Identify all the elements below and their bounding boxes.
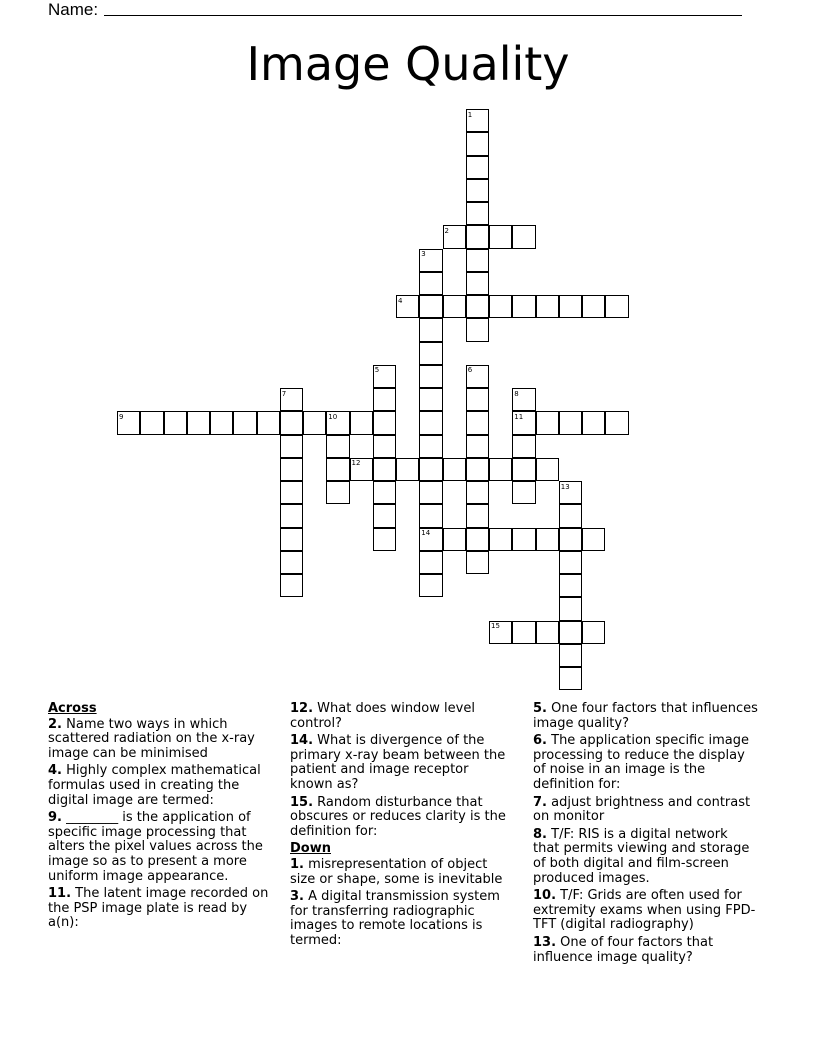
- crossword-cell[interactable]: [582, 621, 605, 644]
- crossword-cell[interactable]: [373, 388, 396, 411]
- clue-number: 15: [491, 622, 500, 630]
- crossword-cell[interactable]: [280, 574, 303, 597]
- crossword-cell[interactable]: [582, 411, 605, 434]
- clue-number: 12: [351, 459, 361, 468]
- page-title: Image Quality: [246, 37, 570, 91]
- crossword-cell[interactable]: [559, 504, 582, 527]
- clue-down-8: 8. T/F: RIS is a digital network that permits viewing and storage of both digital and film-screen produced images.: [533, 826, 750, 886]
- clue-down-3: 3. A digital transmission system for transferring radiographic images to remote locations is termed:: [290, 889, 500, 948]
- clue-down-1: 1. misrepresentation of object size or shape, some is inevitable: [290, 856, 503, 887]
- crossword-cell[interactable]: [466, 225, 489, 248]
- crossword-cell[interactable]: [489, 225, 512, 248]
- crossword-cell[interactable]: [280, 411, 303, 434]
- crossword-cell[interactable]: [419, 342, 442, 365]
- clue-across-2: 2. Name two ways in which scattered radiation on the x-ray image can be minimised: [48, 716, 255, 761]
- clue-number: 9: [119, 412, 124, 421]
- clue-number: 10: [328, 412, 338, 421]
- crossword-cell[interactable]: [419, 318, 442, 341]
- crossword-cell[interactable]: [559, 574, 582, 597]
- crossword-cell[interactable]: [419, 295, 442, 318]
- clue-number: 14: [421, 529, 431, 537]
- crossword-cell[interactable]: [373, 504, 396, 527]
- crossword-cell[interactable]: [559, 411, 582, 434]
- clue-across-11: 11. The latent image recorded on the PSP image plate is read by a(n):: [48, 886, 269, 931]
- crossword-cell[interactable]: [140, 411, 163, 434]
- crossword-cell[interactable]: [280, 504, 303, 527]
- across-heading: Across: [48, 701, 97, 716]
- crossword-cell[interactable]: [536, 295, 559, 318]
- crossword-cell[interactable]: [559, 644, 582, 667]
- crossword-cell[interactable]: [466, 458, 489, 481]
- crossword-cell[interactable]: [466, 156, 489, 179]
- clue-number: 7: [281, 389, 287, 398]
- crossword-cell[interactable]: [419, 388, 442, 411]
- crossword-cell[interactable]: [559, 667, 582, 690]
- crossword-cell[interactable]: [466, 528, 489, 551]
- clue-down-5: 5. One four factors that influences image quality?: [533, 701, 758, 731]
- clue-number: 5: [374, 366, 380, 375]
- crossword-cell[interactable]: [536, 411, 559, 434]
- crossword-cell[interactable]: [536, 528, 559, 551]
- clue-across-12: 12. What does window level control?: [290, 701, 475, 731]
- crossword-cell[interactable]: [512, 458, 535, 481]
- crossword-cell[interactable]: [466, 249, 489, 272]
- clue-down-6: 6. The application specific image processing to reduce the display of noise in an image is the definition for:: [533, 733, 750, 792]
- crossword-cell[interactable]: [466, 481, 489, 504]
- crossword-cell[interactable]: [373, 435, 396, 458]
- clue-down-13: 13. One of four factors that influence image quality?: [533, 934, 714, 965]
- crossword-cell[interactable]: [466, 435, 489, 458]
- crossword-cell[interactable]: [419, 504, 442, 527]
- crossword-cell[interactable]: [536, 621, 559, 644]
- crossword-cell[interactable]: [466, 411, 489, 434]
- clue-down-7: 7. adjust brightness and contrast on monitor: [533, 794, 751, 825]
- clue-number: 2: [444, 226, 449, 235]
- crossword-cell[interactable]: [187, 411, 210, 434]
- clue-number: 6: [467, 366, 473, 375]
- crossword-cell[interactable]: [280, 435, 303, 458]
- crossword-cell[interactable]: [419, 365, 442, 388]
- crossword-cell[interactable]: [466, 388, 489, 411]
- crossword-cell[interactable]: [419, 435, 442, 458]
- crossword-cell[interactable]: [443, 458, 466, 481]
- crossword-cell[interactable]: [466, 132, 489, 155]
- crossword-cell[interactable]: [559, 295, 582, 318]
- crossword-cell[interactable]: [605, 295, 628, 318]
- crossword-cell[interactable]: [373, 411, 396, 434]
- crossword-cell[interactable]: [280, 458, 303, 481]
- crossword-cell[interactable]: [280, 551, 303, 574]
- crossword-cell[interactable]: [373, 528, 396, 551]
- crossword-cell[interactable]: [280, 528, 303, 551]
- crossword-cell[interactable]: [466, 272, 489, 295]
- crossword-cell[interactable]: [257, 411, 280, 434]
- clue-number: 3: [421, 250, 426, 258]
- crossword-cell[interactable]: [280, 481, 303, 504]
- crossword-cell[interactable]: [419, 411, 442, 434]
- crossword-cell[interactable]: [419, 272, 442, 295]
- name-label: Name:: [48, 0, 99, 19]
- crossword-cell[interactable]: [512, 295, 535, 318]
- crossword-cell[interactable]: [489, 528, 512, 551]
- clue-across-14: 14. What is divergence of the primary x-ray beam between the patient and image receptor known as?: [290, 733, 506, 792]
- crossword-cell[interactable]: [466, 295, 489, 318]
- crossword-cell[interactable]: [373, 481, 396, 504]
- crossword-cell[interactable]: [466, 504, 489, 527]
- clue-column-3: [533, 702, 758, 968]
- crossword-cell[interactable]: [466, 551, 489, 574]
- crossword-cell[interactable]: [512, 621, 535, 644]
- clue-number: 4: [398, 296, 403, 305]
- clue-down-10: 10. T/F: Grids are often used for extremity exams when using FPD-TFT (digital radiography): [533, 888, 756, 933]
- crossword-cell[interactable]: [489, 458, 512, 481]
- crossword-cell[interactable]: [512, 225, 535, 248]
- clue-number: 8: [514, 389, 519, 398]
- clue-column-1: [48, 702, 273, 934]
- crossword-cell[interactable]: [443, 295, 466, 318]
- crossword-cell[interactable]: [512, 435, 535, 458]
- crossword-cell[interactable]: [559, 551, 582, 574]
- crossword-cell[interactable]: [559, 621, 582, 644]
- crossword-cell[interactable]: [536, 458, 559, 481]
- clue-across-9: 9. ________ is the application of specific image processing that alters the pixel values across the image so as to present a more uniform image appearance.: [48, 810, 263, 884]
- crossword-cell[interactable]: [512, 481, 535, 504]
- crossword-cell[interactable]: [559, 528, 582, 551]
- down-heading: Down: [290, 841, 331, 857]
- crossword-cell[interactable]: [582, 295, 605, 318]
- crossword-cell[interactable]: [326, 435, 349, 458]
- crossword-cell[interactable]: [303, 411, 326, 434]
- crossword-cell[interactable]: [326, 481, 349, 504]
- crossword-cell[interactable]: [489, 295, 512, 318]
- clue-number: 11: [514, 412, 524, 421]
- crossword-cell[interactable]: [466, 202, 489, 225]
- crossword-cell[interactable]: [559, 597, 582, 620]
- crossword-cell[interactable]: [419, 481, 442, 504]
- clue-across-4: 4. Highly complex mathematical formulas used in creating the digital image are termed:: [48, 763, 261, 808]
- crossword-cell[interactable]: [419, 458, 442, 481]
- clue-number: 13: [560, 482, 570, 491]
- clue-across-15: 15. Random disturbance that obscures or reduces clarity is the definition for:: [290, 794, 506, 839]
- crossword-cell[interactable]: [326, 458, 349, 481]
- crossword-cell[interactable]: [466, 318, 489, 341]
- crossword-cell[interactable]: [512, 528, 535, 551]
- crossword-cell[interactable]: [396, 458, 419, 481]
- crossword-cell[interactable]: [419, 551, 442, 574]
- crossword-cell[interactable]: [419, 574, 442, 597]
- crossword-cell[interactable]: [350, 411, 373, 434]
- crossword-cell[interactable]: [466, 179, 489, 202]
- clue-column-2: [290, 702, 515, 952]
- crossword-cell[interactable]: [233, 411, 256, 434]
- crossword-cell[interactable]: [373, 458, 396, 481]
- clue-number: 1: [467, 110, 473, 119]
- crossword-cell[interactable]: [582, 528, 605, 551]
- crossword-cell[interactable]: [605, 411, 628, 434]
- crossword-cell[interactable]: [443, 528, 466, 551]
- crossword-cell[interactable]: [164, 411, 187, 434]
- crossword-cell[interactable]: [210, 411, 233, 434]
